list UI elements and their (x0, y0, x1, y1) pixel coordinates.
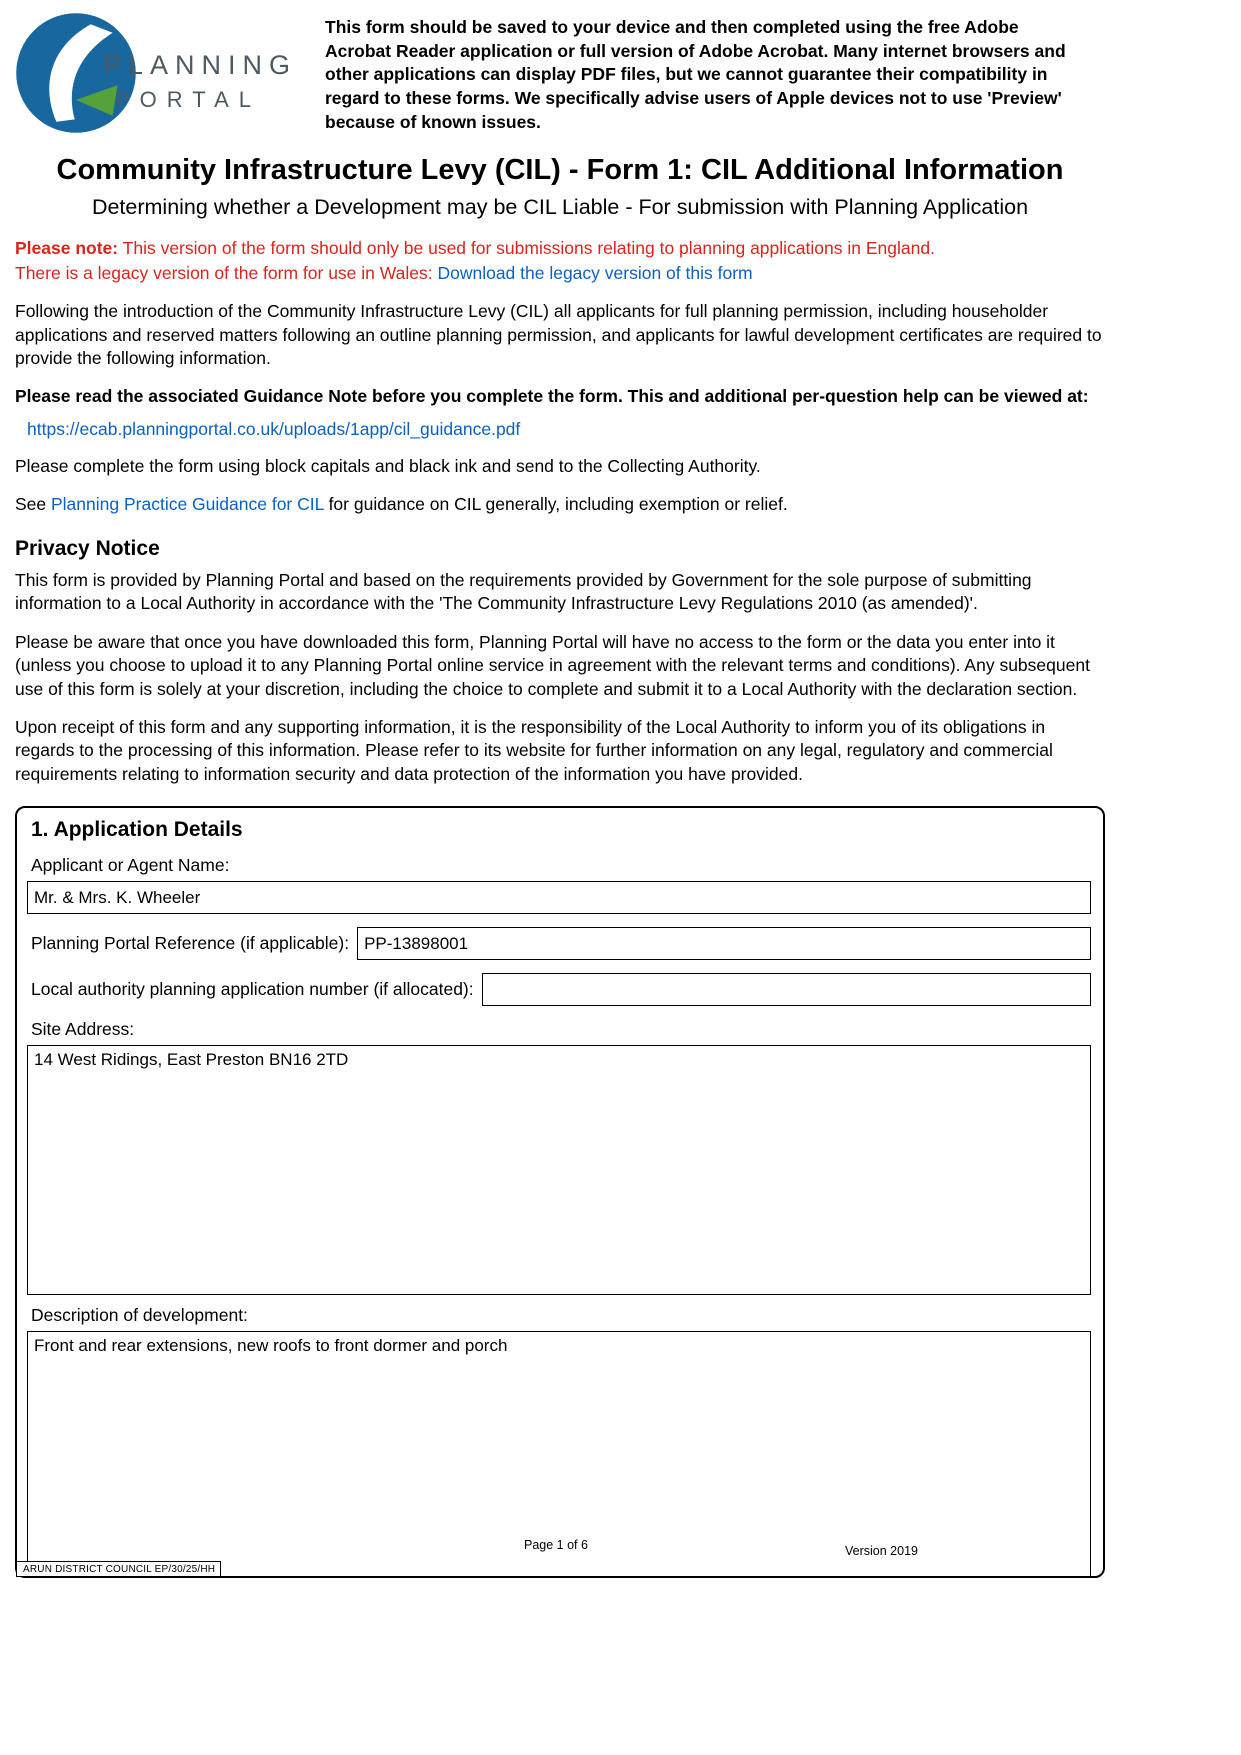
please-note-label: Please note: (15, 238, 119, 259)
england-only-note (15, 236, 1105, 285)
version-label: Version 2019 (845, 1544, 918, 1558)
privacy-paragraph-1: This form is provided by Planning Portal and based on the requirements provided by Government for the sole purpose of submitting information to a Local Authority in accordance with the 'The Community Infrastructure Levy Regulations 2010 (as amended)'. (15, 569, 1032, 614)
description-label: Description of development: (31, 1305, 248, 1326)
page-number: Page 1 of 6 (524, 1538, 588, 1552)
applicant-name-input[interactable] (27, 881, 1091, 914)
application-details-section (15, 806, 1105, 1578)
pp-reference-label: Planning Portal Reference (if applicable): (31, 933, 350, 954)
please-note-text: This version of the form should only be used for submissions relating to planning applications in England. (118, 238, 935, 259)
form-title: Community Infrastructure Levy (CIL) - Form 1: CIL Additional Information (56, 154, 1064, 187)
see-guidance-line (15, 493, 1105, 516)
privacy-notice-heading: Privacy Notice (15, 536, 160, 560)
guidance-note-text: Please read the associated Guidance Note before you complete the form. This and additional per-question help can be viewed at: (15, 386, 1089, 407)
la-number-label: Local authority planning application number (if allocated): (31, 979, 474, 1000)
adobe-disclaimer-text: This form should be saved to your device and then completed using the free Adobe Acrobat Reader application or full version of Adobe Acrobat. Many internet browsers and other applications can display PDF files, but we cannot guarantee their compatibility in regard to these forms. We specifically advise users of Apple devices not to use 'Preview' because of known issues. (325, 17, 1066, 132)
planning-practice-guidance-link[interactable]: Planning Practice Guidance for CIL (51, 494, 324, 515)
guidance-link-line (15, 419, 1105, 440)
cil-guidance-pdf-link[interactable]: https://ecab.planningportal.co.uk/uploads/1app/cil_guidance.pdf (27, 418, 521, 439)
pp-reference-input[interactable] (357, 927, 1091, 960)
legacy-form-link[interactable]: Download the legacy version of this form (437, 262, 753, 283)
see-prefix: See (15, 494, 51, 515)
la-number-input[interactable] (482, 973, 1091, 1006)
section-1-title: 1. Application Details (31, 818, 243, 842)
site-address-input[interactable] (27, 1045, 1091, 1295)
page-header (15, 0, 1105, 134)
applicant-name-label: Applicant or Agent Name: (31, 855, 230, 876)
council-stamp: ARUN DISTRICT COUNCIL EP/30/25/HH (16, 1561, 221, 1577)
pp-reference-row (27, 927, 1091, 960)
wales-legacy-text: There is a legacy version of the form for use in Wales: (15, 262, 438, 283)
block-capitals-note: Please complete the form using block capitals and black ink and send to the Collecting Authority. (15, 455, 761, 476)
privacy-paragraph-3: Upon receipt of this form and any supporting information, it is the responsibility of the Local Authority to inform you of its obligations in regards to the processing of this information. Please refer to its website for further information on any legal, regulatory and commercial requirements relating to information security and data protection of the information you have provided. (15, 716, 1053, 784)
planning-portal-wordmark (103, 50, 297, 113)
logo-word-portal: PORTAL (115, 86, 261, 112)
la-number-row (27, 973, 1091, 1006)
see-suffix: for guidance on CIL generally, including exemption or relief. (323, 494, 788, 515)
site-address-label: Site Address: (31, 1019, 135, 1040)
form-subtitle: Determining whether a Development may be CIL Liable - For submission with Planning Application (91, 195, 1029, 220)
intro-paragraph: Following the introduction of the Community Infrastructure Levy (CIL) all applicants for full planning permission, including householder applications and reserved matters following an outline planning permission, and applicants for lawful development certificates are required to provide the following information. (15, 301, 1102, 368)
planning-portal-logo (15, 12, 315, 134)
logo-word-planning: PLANNING (103, 49, 298, 80)
privacy-paragraph-2: Please be aware that once you have downloaded this form, Planning Portal will have no access to the form or the data you enter into it (unless you choose to upload it to any Planning Portal online service in agreement with the relevant terms and conditions). Any subsequent use of this form is solely at your discretion, including the choice to complete and submit it to a Local Authority with the declaration section. (15, 631, 1090, 699)
